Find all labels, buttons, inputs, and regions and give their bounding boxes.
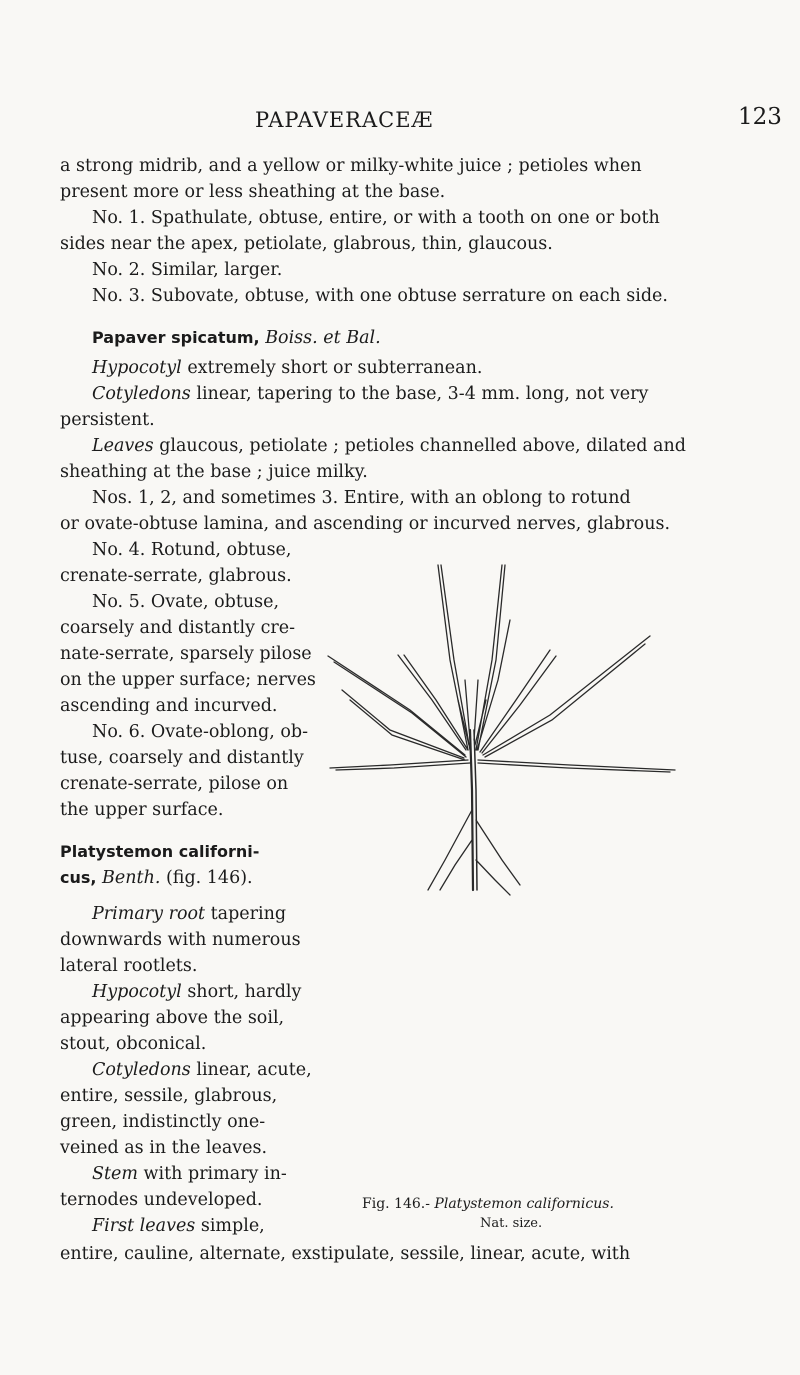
species-heading [92,326,381,350]
text-segment: No. 6. Ovate-oblong, ob- [92,722,309,742]
text-segment: downwards with numerous [60,930,301,950]
text-segment: tapering [205,904,287,924]
text-line [60,180,445,204]
figure-number: Fig. 146.- [362,1196,430,1212]
text-segment: tuse, coarsely and distantly [60,748,304,768]
text-segment: linear, acute, [190,1060,312,1080]
text-line [60,866,253,890]
text-segment: ascending and incurved. [60,696,278,716]
text-line [92,382,648,406]
text-segment: stout, obconical. [60,1034,207,1054]
figure-caption [362,1196,614,1212]
text-line [60,460,368,484]
text-line [92,538,291,562]
text-line [92,356,482,380]
text-line [92,1214,265,1238]
text-line [92,1162,287,1186]
text-line [92,434,686,458]
text-segment: (fig. 146). [160,868,253,888]
text-line [60,512,670,536]
text-segment: extremely short or subterranean. [181,358,483,378]
text-segment: nate-serrate, sparsely pilose [60,644,312,664]
text-line [60,1084,277,1108]
text-segment: the upper surface. [60,800,224,820]
text-line [60,798,223,822]
text-segment: Benth. [96,868,161,888]
text-segment: No. 4. Rotund, obtuse, [92,540,292,560]
text-segment: linear, tapering to the base, 3-4 mm. long, not very [190,384,649,404]
text-line [60,928,301,952]
text-segment: simple, [195,1216,265,1236]
text-line [60,232,553,256]
text-segment: Primary root [92,904,206,924]
text-line [60,564,292,588]
text-segment: Hypocotyl [92,982,182,1002]
text-line [60,694,277,718]
text-segment: No. 5. Ovate, obtuse, [92,592,280,612]
text-segment: sides near the apex, petiolate, glabrous, thin, glaucous. [60,234,553,254]
text-segment: veined as in the leaves. [60,1138,268,1158]
text-line [60,1032,206,1056]
text-line [60,1110,265,1134]
text-segment: No. 1. Spathulate, obtuse, entire, or with a tooth on one or both [92,208,660,228]
text-segment: glaucous, petiolate ; petioles channelled above, dilated and [153,436,686,456]
text-line [92,720,308,744]
text-segment: Cotyledons [92,384,191,404]
text-segment: Nos. 1, 2, and sometimes 3. Entire, with an oblong to rotund [92,488,631,508]
text-line [60,1188,262,1212]
text-segment: Papaver spicatum, [92,328,260,347]
text-segment: crenate-serrate, pilose on [60,774,289,794]
page-number: 123 [738,104,782,130]
text-segment: No. 2. Similar, larger. [92,260,283,280]
running-header: PAPAVERACEÆ [255,108,434,132]
text-line [60,1006,284,1030]
text-segment: No. 3. Subovate, obtuse, with one obtuse serrature on each side. [92,286,668,306]
text-segment: Boiss. et Bal. [259,328,381,348]
text-line [60,772,288,796]
text-segment: lateral rootlets. [60,956,198,976]
text-line [60,954,197,978]
text-line [92,1058,312,1082]
text-segment: on the upper surface; nerves [60,670,316,690]
text-line [60,642,312,666]
text-segment: entire, sessile, glabrous, [60,1086,278,1106]
text-line [60,616,295,640]
text-segment: short, hardly [181,982,302,1002]
figure-species-name: Platystemon californicus. [434,1196,614,1212]
text-line [60,1242,630,1266]
text-segment: entire, cauline, alternate, exstipulate, sessile, linear, acute, with [60,1244,631,1264]
text-segment: persistent. [60,410,155,430]
text-segment: crenate-serrate, glabrous. [60,566,292,586]
text-line [92,980,301,1004]
text-line [60,408,155,432]
text-segment: with primary in- [137,1164,287,1184]
text-segment: cus, [60,868,97,887]
text-line [92,284,668,308]
text-segment: Hypocotyl [92,358,182,378]
text-segment: sheathing at the base ; juice milky. [60,462,368,482]
text-line [60,154,642,178]
text-line [92,902,286,926]
text-line [92,590,279,614]
text-segment: Leaves [92,436,154,456]
text-segment: coarsely and distantly cre- [60,618,296,638]
text-segment: Cotyledons [92,1060,191,1080]
text-segment: ternodes undeveloped. [60,1190,263,1210]
text-segment: a strong midrib, and a yellow or milky-white juice ; petioles when [60,156,642,176]
text-line [60,746,304,770]
text-segment: present more or less sheathing at the base. [60,182,446,202]
text-segment: or ovate-obtuse lamina, and ascending or incurved nerves, glabrous. [60,514,671,534]
text-line [92,206,660,230]
text-line [60,668,316,692]
text-segment: appearing above the soil, [60,1008,285,1028]
text-segment: Stem [92,1164,138,1184]
text-segment: First leaves [92,1216,196,1236]
text-segment: green, indistinctly one- [60,1112,266,1132]
text-line [92,486,631,510]
seedling-illustration [280,560,740,960]
figure-scale-note: Nat. size. [480,1216,543,1231]
text-line [92,258,282,282]
species-heading [60,840,259,864]
text-segment: Platystemon californi- [60,842,260,861]
text-line [60,1136,267,1160]
